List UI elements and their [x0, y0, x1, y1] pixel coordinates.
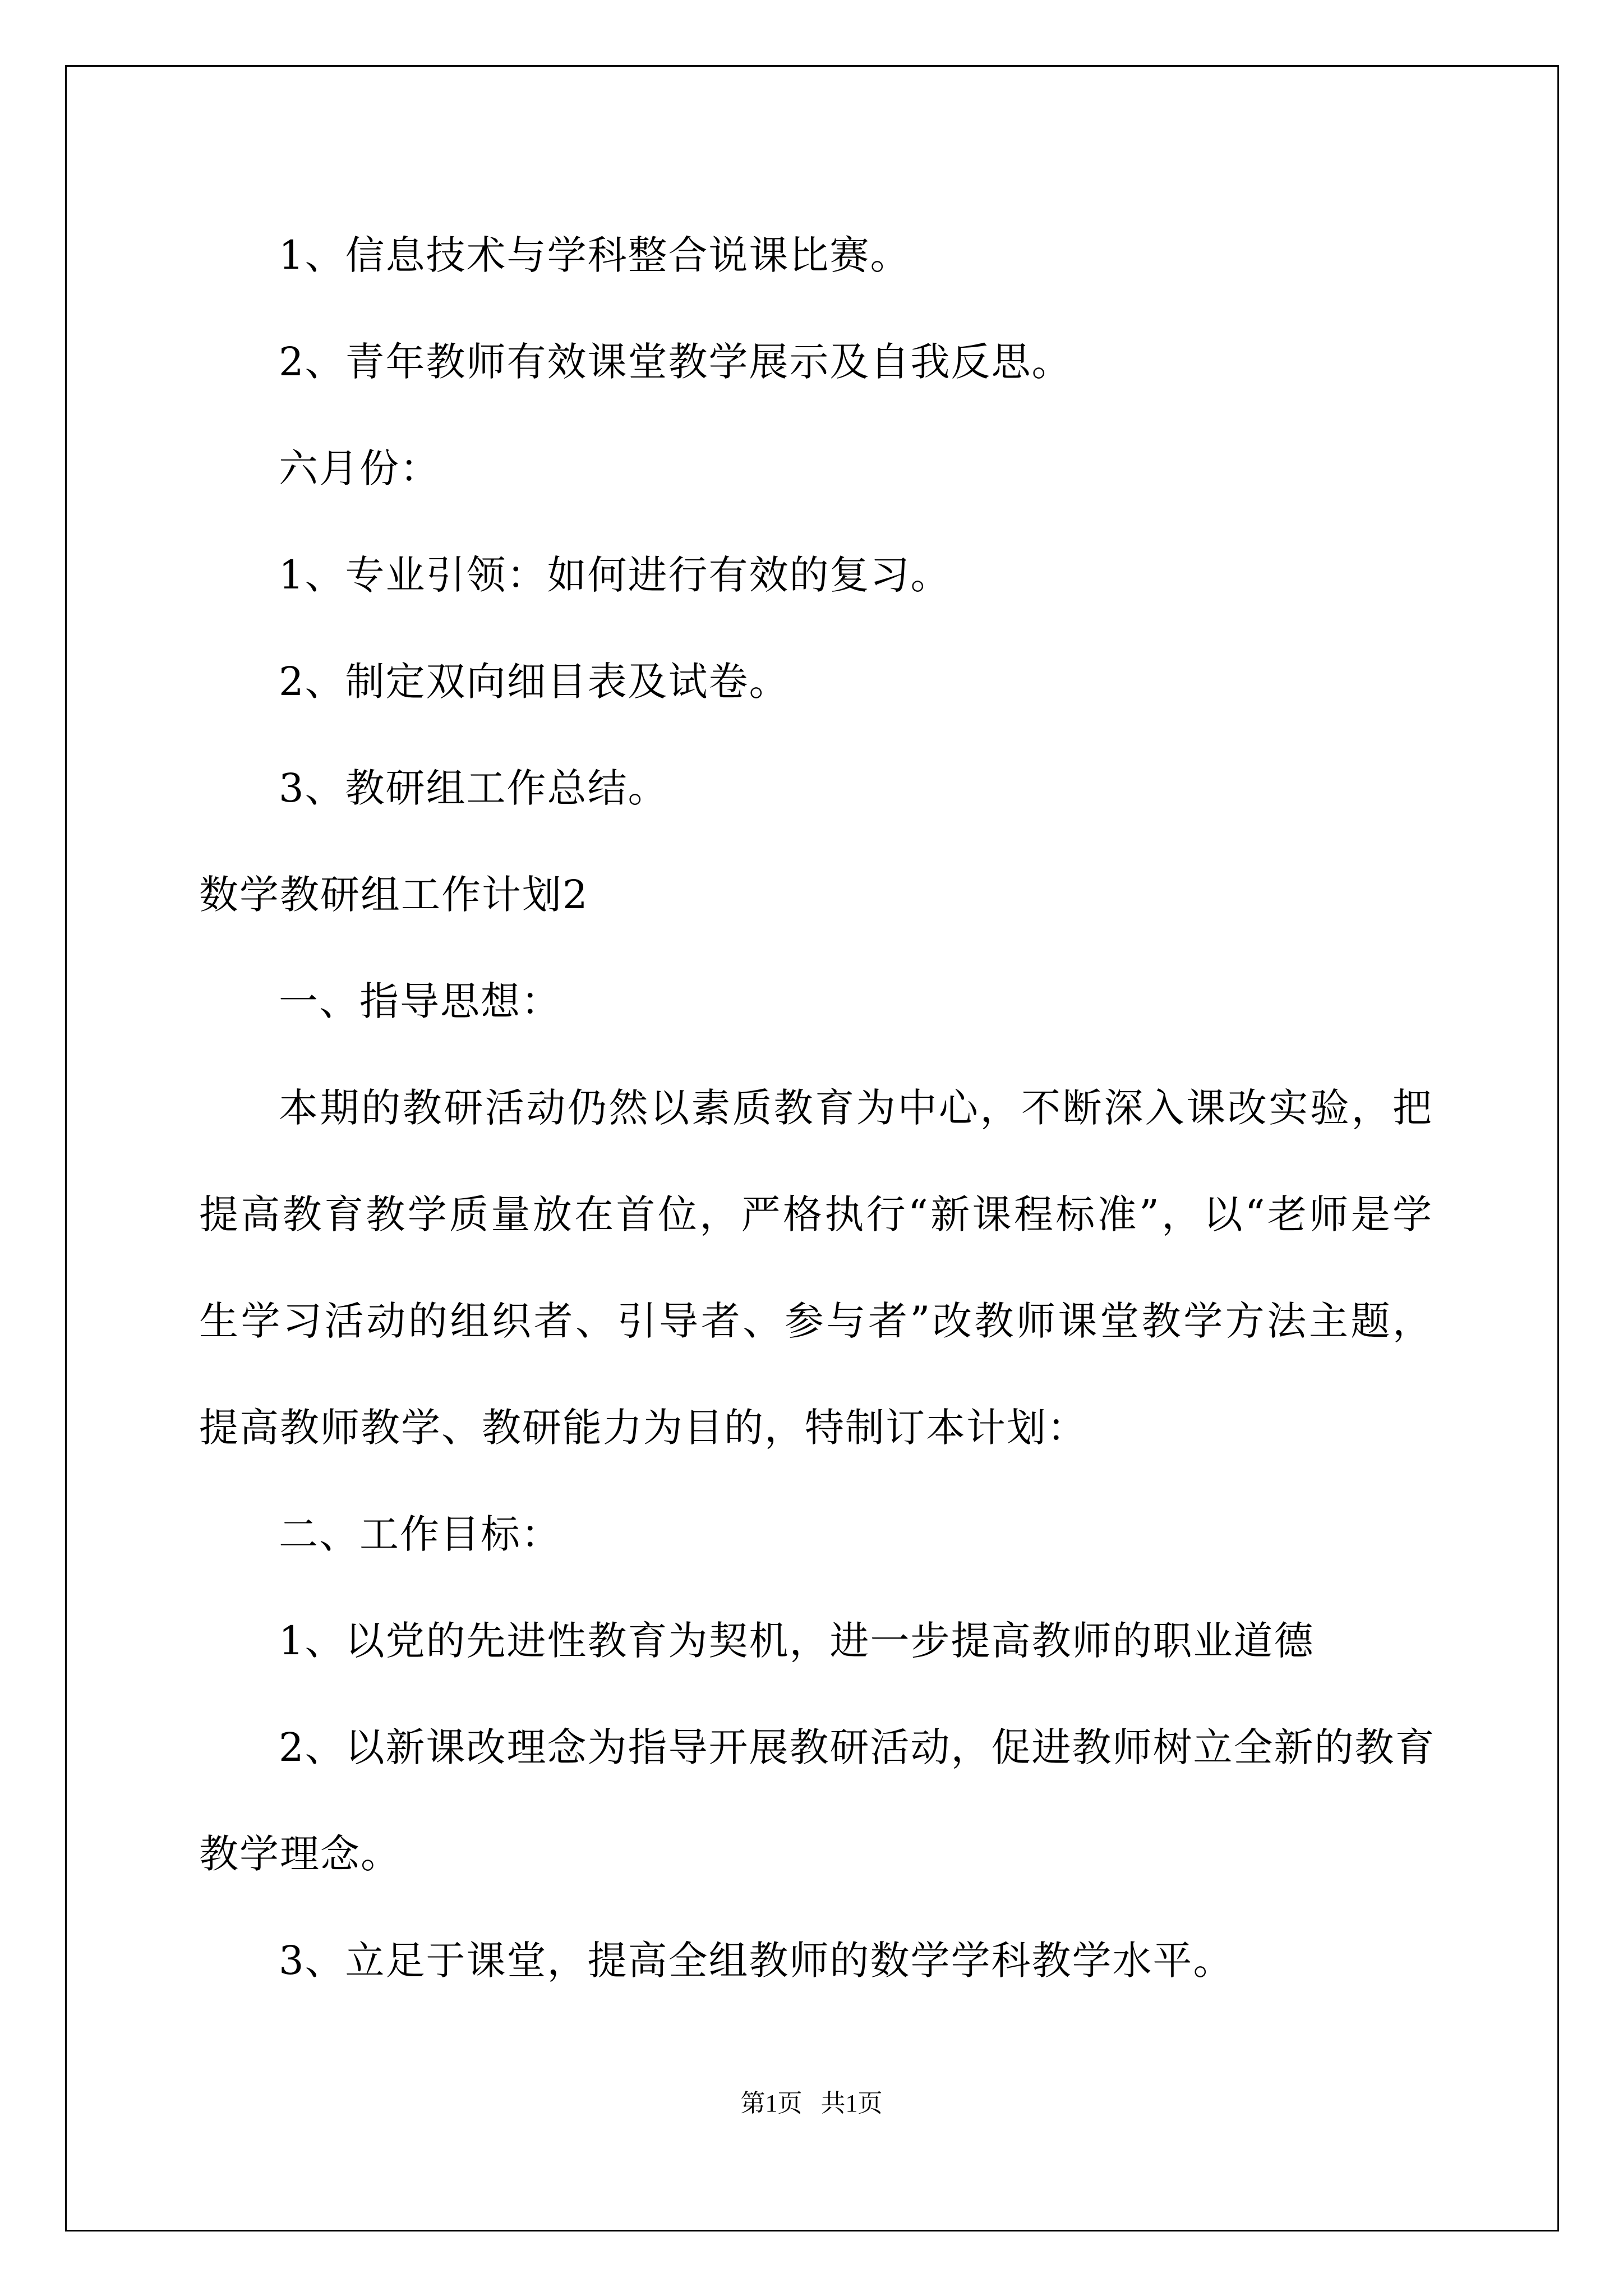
section-heading: 数学教研组工作计划2 [199, 872, 589, 918]
text-line-4: 1、专业引领：如何进行有效的复习。 [279, 552, 951, 598]
text-line-16: 教学理念。 [199, 1831, 401, 1877]
text-line-2: 2、青年教师有效课堂教学展示及自我反思。 [279, 339, 1072, 385]
page-border [65, 65, 1559, 2231]
page-footer: 第1页 共1页 [740, 2090, 883, 2117]
text-line-3: 六月份： [279, 445, 440, 491]
text-line-5: 2、制定双向细目表及试卷。 [279, 659, 790, 705]
text-line-17: 3、立足于课堂，提高全组教师的数学学科教学水平。 [279, 1938, 1234, 1984]
text-line-14: 1、以党的先进性教育为契机，进一步提高教师的职业道德 [279, 1618, 1315, 1664]
paragraph-line-1: 本期的教研活动仍然以素质教育为中心，不断深入课改实验，把 [279, 1085, 1433, 1131]
text-line-1: 1、信息技术与学科整合说课比赛。 [279, 232, 911, 278]
paragraph-line-2: 提高教育教学质量放在首位，严格执行“新课程标准”，以“老师是学 [199, 1191, 1433, 1237]
text-line-13: 二、工作目标： [279, 1511, 561, 1557]
paragraph-line-3: 生学习活动的组织者、引导者、参与者”改教师课堂教学方法主题， [199, 1298, 1433, 1344]
text-line-8: 一、指导思想： [279, 978, 561, 1024]
paragraph-line-4: 提高教师教学、教研能力为目的，特制订本计划： [199, 1405, 1087, 1451]
text-line-6: 3、教研组工作总结。 [279, 765, 668, 811]
text-line-15: 2、以新课改理念为指导开展教研活动，促进教师树立全新的教育 [279, 1724, 1436, 1770]
